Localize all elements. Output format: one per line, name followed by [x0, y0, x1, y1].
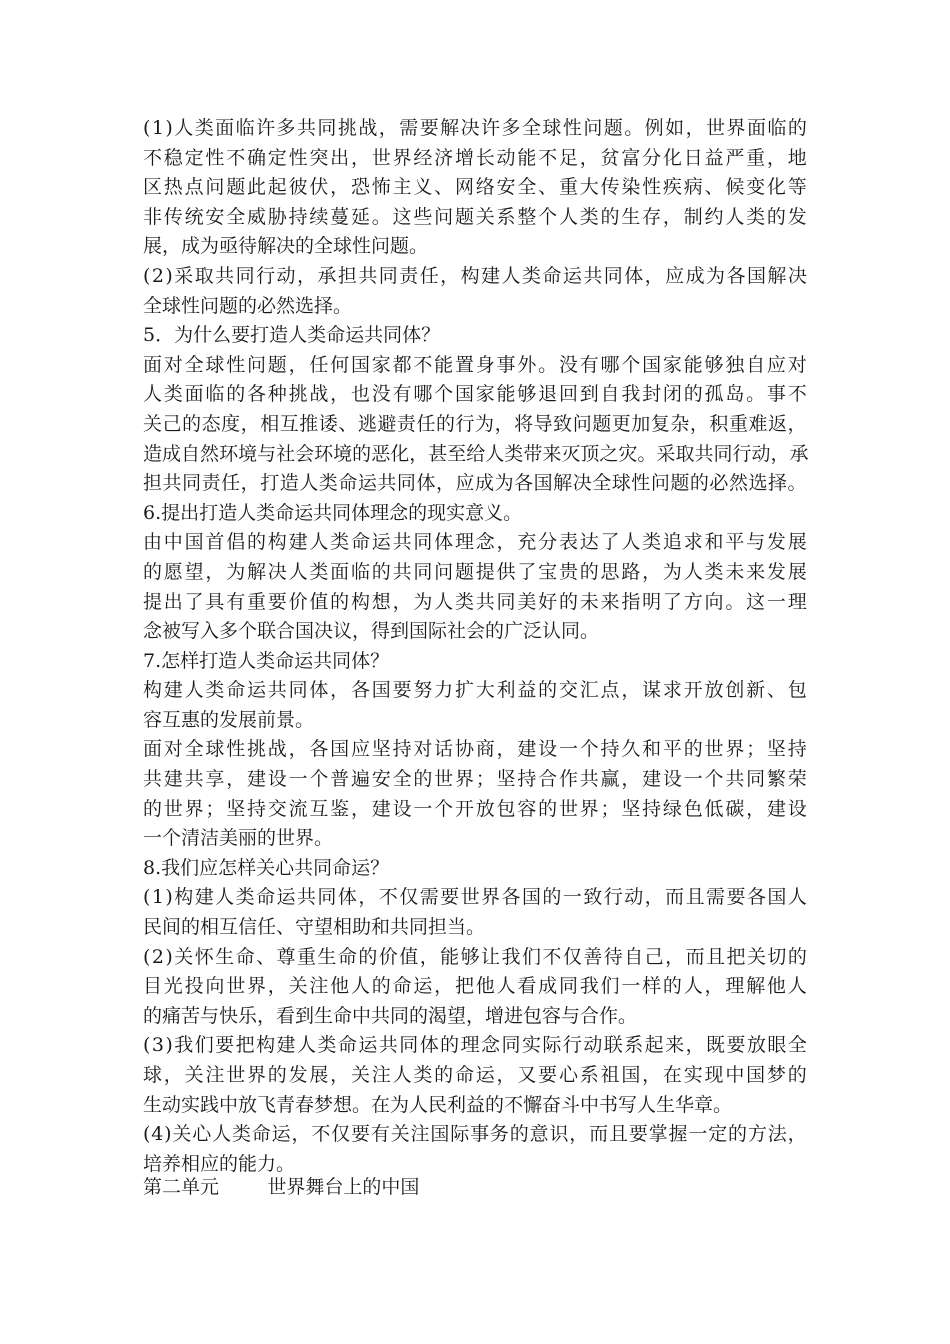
text-line: ( 4 ) 关 心 人 类 命 运 ， 不 仅 要 有 关 注 国 际 事 务 的 意 识 ， 而 且 要 掌 握 一 定 的 方 法 ， [143, 1123, 807, 1146]
text-line: 构 建 人 类 命 运 共 同 体 ， 各 国 要 努 力 扩 大 利 益 的 交 汇 点 ， 谋 求 开 放 创 新 、 包 [143, 679, 807, 702]
text-line: ( 3 ) 我 们 要 把 构 建 人 类 命 运 共 同 体 的 理 念 同 实 际 行 动 联 系 起 来 ， 既 要 放 眼 全 [143, 1034, 807, 1057]
text-line: 关 己 的 态 度 ， 相 互 推 诿 、 逃 避 责 任 的 行 为 ， 将 导 致 问 题 更 加 复 杂 ， 积 重 难 返 ， [143, 412, 807, 435]
text-line: 容互惠的发展前景。 [143, 708, 315, 731]
document-body [143, 114, 807, 1179]
text-line: ( 1 ) 构 建 人 类 命 运 共 同 体 ， 不 仅 需 要 世 界 各 国 的 一 致 行 动 ， 而 且 需 要 各 国 人 [143, 886, 807, 909]
text-line: 生动实践中放飞青春梦想。在为人民利益的不懈奋斗中书写人生华章。 [143, 1093, 733, 1116]
text-line: ( 2 ) 采 取 共 同 行 动 ， 承 担 共 同 责 任 ， 构 建 人 类 命 运 共 同 体 ， 应 成 为 各 国 解 决 [143, 264, 807, 287]
text-line: ( 2 ) 关 怀 生 命 、 尊 重 生 命 的 价 值 ， 能 够 让 我 们 不 仅 善 待 自 己 ， 而 且 把 关 切 的 [143, 945, 807, 968]
text-line: 人 类 面 临 的 各 种 挑 战 ， 也 没 有 哪 个 国 家 能 够 退 回 到 自 我 封 闭 的 孤 岛 。 事 不 [143, 383, 807, 406]
text-line: 7.怎样打造人类命运共同体？ [143, 649, 390, 672]
text-line: 的 愿 望 ， 为 解 决 人 类 面 临 的 共 同 问 题 提 供 了 宝 贵 的 思 路 ， 为 人 类 未 来 发 展 [143, 560, 807, 583]
text-line: 6.提出打造人类命运共同体理念的现实意义。 [143, 501, 523, 524]
text-line: 担 共 同 责 任 ， 打 造 人 类 命 运 共 同 体 ， 应 成 为 各 国 解 决 全 球 性 问 题 的 必 然 选 择 。 [143, 472, 807, 495]
text-line: 不 稳 定 性 不 确 定 性 突 出 ， 世 界 经 济 增 长 动 能 不 足 ， 贫 富 分 化 日 益 严 重 ， 地 [143, 146, 807, 169]
text-line: 非 传 统 安 全 威 胁 持 续 蔓 延 。 这 些 问 题 关 系 整 个 人 类 的 生 存 ， 制 约 人 类 的 发 [143, 205, 807, 228]
text-line: ( 1 ) 人 类 面 临 许 多 共 同 挑 战 ， 需 要 解 决 许 多 全 球 性 问 题 。 例 如 ， 世 界 面 临 的 [143, 117, 807, 139]
text-line: 面 对 全 球 性 挑 战 ， 各 国 应 坚 持 对 话 协 商 ， 建 设 一 个 持 久 和 平 的 世 界 ； 坚 持 [143, 738, 807, 761]
text-line: 目 光 投 向 世 界 ， 关 注 他 人 的 命 运 ， 把 他 人 看 成 同 我 们 一 样 的 人 ， 理 解 他 人 [143, 975, 807, 998]
text-line: 一个清洁美丽的世界。 [143, 827, 334, 850]
text-line: 的痛苦与快乐，看到生命中共同的渴望，增进包容与合作。 [143, 1004, 638, 1027]
text-line: 8.我们应怎样关心共同命运？ [143, 856, 390, 879]
text-line: 由 中 国 首 倡 的 构 建 人 类 命 运 共 同 体 理 念 ， 充 分 表 达 了 人 类 追 求 和 平 与 发 展 [143, 531, 807, 554]
text-line: 球 ， 关 注 世 界 的 发 展 ， 关 注 人 类 的 命 运 ， 又 要 心 系 祖 国 ， 在 实 现 中 国 梦 的 [143, 1064, 807, 1086]
text-line: 民间的相互信任、守望相助和共同担当。 [143, 916, 486, 939]
text-line: 5．为什么要打造人类命运共同体？ [143, 324, 441, 347]
text-line: 念被写入多个联合国决议，得到国际社会的广泛认同。 [143, 620, 600, 643]
text-line: 培养相应的能力。 [143, 1152, 296, 1175]
text-line: 全球性问题的必然选择。 [143, 294, 353, 317]
text-line: 提 出 了 具 有 重 要 价 值 的 构 想 ， 为 人 类 共 同 美 好 的 未 来 指 明 了 方 向 。 这 一 理 [143, 590, 807, 613]
unit-heading: 第二单元 世界舞台上的中国 [143, 1176, 420, 1198]
text-line: 的 世 界 ； 坚 持 交 流 互 鉴 ， 建 设 一 个 开 放 包 容 的 世 界 ； 坚 持 绿 色 低 碳 ， 建 设 [143, 797, 807, 820]
text-line: 区 热 点 问 题 此 起 彼 伏 ， 恐 怖 主 义 、 网 络 安 全 、 重 大 传 染 性 疾 病 、 候 变 化 等 [143, 176, 807, 199]
text-line: 共 建 共 享 ， 建 设 一 个 普 遍 安 全 的 世 界 ； 坚 持 合 作 共 赢 ， 建 设 一 个 共 同 繁 荣 [143, 768, 807, 791]
text-line: 展，成为亟待解决的全球性问题。 [143, 235, 429, 258]
text-line: 造 成 自 然 环 境 与 社 会 环 境 的 恶 化 ， 甚 至 给 人 类 带 来 灭 顶 之 灾 。 采 取 共 同 行 动 ， 承 [143, 442, 809, 465]
text-line: 面 对 全 球 性 问 题 ， 任 何 国 家 都 不 能 置 身 事 外 。 没 有 哪 个 国 家 能 够 独 自 应 对 [143, 353, 807, 376]
